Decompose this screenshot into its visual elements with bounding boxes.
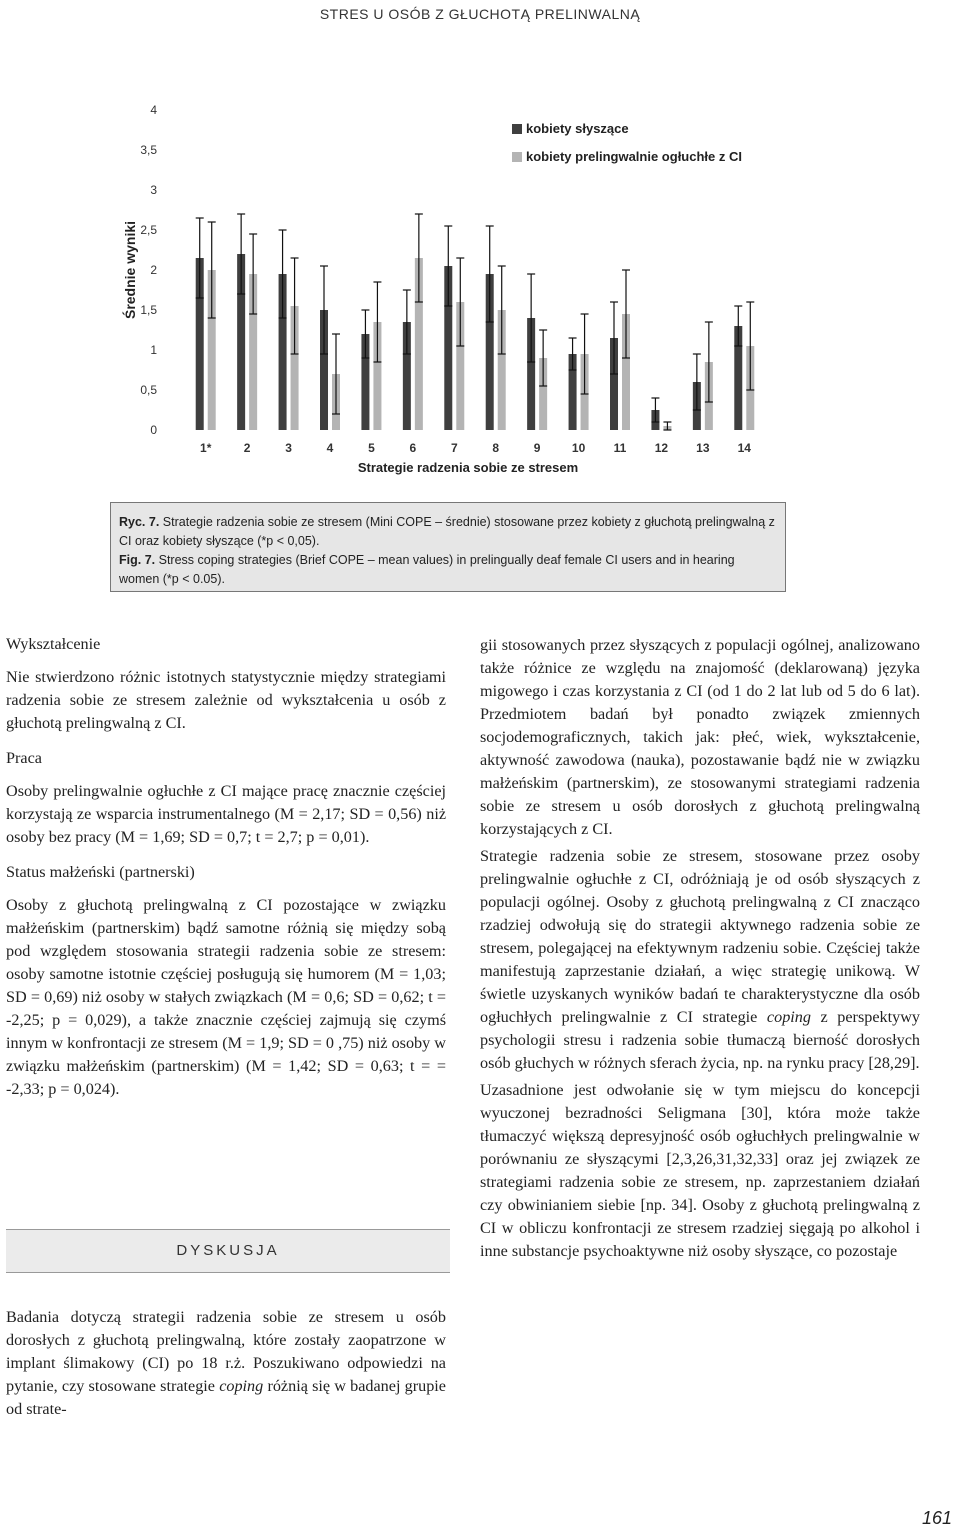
legend-swatch-1 bbox=[512, 124, 522, 134]
text-span: różnią się w badanej grupie od strate- bbox=[6, 1377, 446, 1418]
x-tick-label: 3 bbox=[285, 441, 292, 455]
x-tick-label: 12 bbox=[654, 441, 669, 455]
x-tick-label: 1* bbox=[200, 441, 212, 455]
left-column-discussion bbox=[6, 1306, 446, 1433]
paragraph-right-2 bbox=[480, 845, 920, 1075]
caption-ryc-text: Strategie radzenia sobie ze stresem (Mini COPE – średnie) stosowane przez kobiety z głuchotą prelingwalną z CI oraz kobiety słyszące (*p < 0,05). bbox=[119, 515, 775, 548]
italic-term: coping bbox=[766, 1008, 811, 1026]
paragraph-education: Nie stwierdzono różnic istotnych statystycznie między strategiami radzenia sobie ze stresem zależnie od wykształcenia u osób z głuchotą prelingwalną z CI. bbox=[6, 668, 446, 732]
x-tick-label: 8 bbox=[492, 441, 500, 455]
text-span: z perspektywy psychologii stresu i radzenia sobie tłumaczą bierność dorosłych osób głuchych w różnych sferach życia, np. na rynku pracy [28,29]. bbox=[480, 1008, 920, 1072]
x-tick-label: 6 bbox=[409, 441, 417, 455]
paragraph-marital-status: Osoby z głuchotą prelingwalną z CI pozostające w związku małżeńskim (partnerskim) bądź samotne różnią się między sobą pod względem stosowania strategii radzenia sobie ze stresem: osoby samotne istotnie częściej posługują się humorem (M = 1,03; SD = 0,69) niż osoby w stałych związkach (M = 0,6; SD = 0,62; t = -2,25; p = 0,029), a także znacznie częściej zajmują się czymś innym w konfrontacji ze stresem (M = 1,9; SD = 0 ,75) niż osoby w związku małżeńskim (partnerskim) (M = 1,42; SD = 0,63; t = = -2,33; p = 0,024). bbox=[6, 896, 446, 1098]
y-tick-label: 3 bbox=[150, 183, 157, 197]
y-tick-label: 2 bbox=[150, 263, 157, 277]
section-heading-education: Wykształcenie bbox=[6, 635, 101, 653]
x-tick-label: 10 bbox=[571, 441, 586, 455]
paragraph-right-3: Uzasadnione jest odwołanie się w tym miejscu do koncepcji wyuczonej bezradności Seligmana [30], która może także tłumaczyć większą depresyjność osób ogłuchłych prelingwalnie w porównaniu ze słyszącymi [2,3,26,31,32,33] oraz jej związek ze strategiami radzenia sobie ze stresem, np. zaprzestaniem działań czy obwinianiem siebie [np. 34]. Osoby z głuchotą prelingwalną z CI w obliczu konfrontacji ze stresem rzadziej sięgają po alkohol i inne substancje psychoaktywne niż osoby słyszące, co pozostaje bbox=[480, 1081, 920, 1260]
y-tick-label: 3,5 bbox=[140, 143, 157, 157]
section-heading-work: Praca bbox=[6, 749, 42, 767]
italic-term: coping bbox=[219, 1377, 264, 1395]
x-tick-label: 14 bbox=[737, 441, 751, 455]
y-tick-label: 1,5 bbox=[140, 303, 157, 317]
text-span: Badania dotyczą strategii radzenia sobie ze stresem u osób dorosłych z głuchotą prelingwalną, które zostały zaopatrzone w implant ślimakowy (CI) po 18 r.ż. Poszukiwano odpowiedzi na pytanie, czy stosowane strategie bbox=[6, 1308, 446, 1395]
chart-xlabel: Strategie radzenia sobie ze stresem bbox=[357, 460, 579, 475]
paragraph-work: Osoby prelingwalnie ogłuchłe z CI mające pracę znacznie częściej korzystają ze wsparcia instrumentalnego (M = 2,17; SD = 0,56) niż osoby bez pracy (M = 1,69; SD = 0,7; t = 2,7; p = 0,01). bbox=[6, 782, 446, 846]
x-tick-label: 11 bbox=[613, 441, 627, 455]
x-tick-label: 7 bbox=[450, 441, 458, 455]
x-tick-label: 4 bbox=[326, 441, 334, 455]
paragraph-right-1: gii stosowanych przez słyszących z populacji ogólnej, analizowano także różnice ze względu na znajomość (deklarowaną) języka migowego i czas korzystania z CI (od 1 do 2 lat lub od 5 do 6 lat). Przedmiotem badań był ponadto związek zmiennych socjodemograficznych, takich jak: płeć, wiek, wykształcenie, aktywność zawodowa (nauka), pozostawanie bądź nie w związku małżeńskim (partnerskim), ze stosowanymi strategiami radzenia sobie ze stresem u osób dorosłych z głuchotą prelingwalną korzystających z CI. bbox=[480, 636, 920, 838]
legend-label-2: kobiety prelingwalnie ogłuchłe z CI bbox=[526, 149, 742, 164]
figure-caption bbox=[110, 502, 786, 592]
right-column bbox=[480, 634, 920, 1275]
chart-ylabel: Średnie wyniki bbox=[122, 220, 138, 320]
section-title-discussion: DYSKUSJA bbox=[6, 1229, 450, 1273]
x-tick-label: 5 bbox=[368, 441, 375, 455]
chart-svg bbox=[110, 90, 790, 490]
running-header: STRES U OSÓB Z GŁUCHOTĄ PRELINWALNĄ bbox=[319, 6, 641, 22]
bar-chart bbox=[110, 90, 790, 490]
x-tick-label: 13 bbox=[696, 441, 710, 455]
section-heading-marital-status: Status małżeński (partnerski) bbox=[6, 863, 195, 881]
y-tick-label: 0,5 bbox=[140, 383, 157, 397]
text-span: Strategie radzenia sobie ze stresem, stosowane przez osoby prelingwalnie ogłuchłe z CI, odróżniają je od osób słyszących z populacji ogólnej. Osoby z głuchotą prelingwalną z CI znacząco rzadziej odwołują się do strategii aktywnego radzenia sobie ze stresem, polegającej na efektywnym radzeniu sobie. Częściej także manifestują zaprzestanie działań, a więc strategię unikową. W świetle uzyskanych wyników badań te charakterystyczne dla osób ogłuchłych prelingwalnie z CI strategie bbox=[480, 847, 920, 1026]
caption-fig-label: Fig. 7. bbox=[119, 553, 156, 567]
legend-swatch-2 bbox=[512, 152, 522, 162]
x-tick-label: 9 bbox=[533, 441, 541, 455]
y-tick-label: 0 bbox=[150, 423, 157, 437]
legend-label-1: kobiety słyszące bbox=[526, 121, 629, 136]
caption-ryc-label: Ryc. 7. bbox=[119, 515, 160, 529]
x-tick-label: 2 bbox=[243, 441, 251, 455]
y-tick-label: 4 bbox=[150, 103, 157, 117]
y-tick-label: 2,5 bbox=[140, 223, 157, 237]
caption-fig-text: Stress coping strategies (Brief COPE – mean values) in prelingually deaf female CI users and in hearing women (*p < 0.05). bbox=[119, 553, 735, 586]
paragraph-discussion-intro bbox=[6, 1306, 446, 1421]
y-tick-label: 1 bbox=[150, 343, 157, 357]
page-number: 161 bbox=[921, 1508, 952, 1528]
left-column bbox=[6, 633, 446, 1113]
